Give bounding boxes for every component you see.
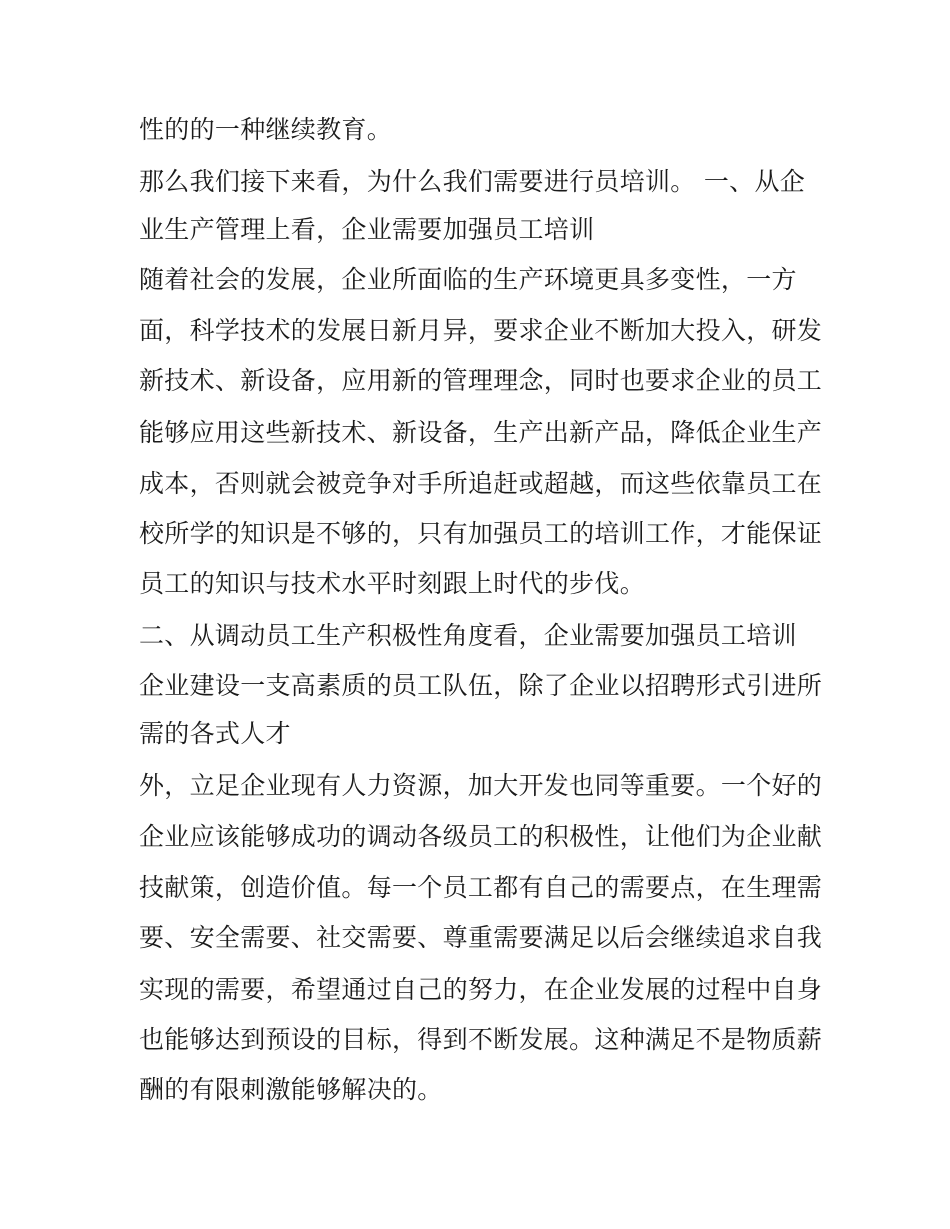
- text-line: 酬的有限刺激能够解决的。: [139, 1075, 443, 1104]
- text-line: 实现的需要，希望通过自己的努力，在企业发展的过程中自身: [139, 975, 823, 1004]
- text-line: 新技术、新设备，应用新的管理理念，同时也要求企业的员工: [139, 366, 823, 395]
- text-line: 员工的知识与技术水平时刻跟上时代的步伐。: [139, 569, 646, 598]
- text-line: 性的的一种继续教育。: [139, 115, 393, 144]
- text-line: 企业建设一支高素质的员工队伍，除了企业以招聘形式引进所: [139, 671, 823, 700]
- text-line: 成本，否则就会被竞争对手所追赶或超越，而这些依靠员工在: [139, 469, 823, 498]
- text-line: 要、安全需要、社交需要、尊重需要满足以后会继续追求自我: [139, 923, 823, 952]
- text-line: 外，立足企业现有人力资源，加大开发也同等重要。一个好的: [139, 771, 823, 800]
- text-line: 业生产管理上看，企业需要加强员工培训: [139, 215, 595, 244]
- text-line: 那么我们接下来看，为什么我们需要进行员培训。 一、从企: [139, 167, 806, 196]
- text-line: 校所学的知识是不够的，只有加强员工的培训工作，才能保证: [139, 519, 823, 548]
- text-line: 需的各式人才: [139, 719, 291, 748]
- text-line: 也能够达到预设的目标，得到不断发展。这种满足不是物质薪: [139, 1025, 823, 1054]
- text-line: 企业应该能够成功的调动各级员工的积极性，让他们为企业献: [139, 822, 823, 851]
- text-line: 二、从调动员工生产积极性角度看，企业需要加强员工培训: [139, 621, 797, 650]
- text-line: 随着社会的发展，企业所面临的生产环境更具多变性，一方: [139, 265, 797, 294]
- text-line: 技献策，创造价值。每一个员工都有自己的需要点，在生理需: [139, 873, 823, 902]
- text-line: 面，科学技术的发展日新月异，要求企业不断加大投入，研发: [139, 316, 823, 345]
- text-line: 能够应用这些新技术、新设备，生产出新产品，降低企业生产: [139, 418, 823, 447]
